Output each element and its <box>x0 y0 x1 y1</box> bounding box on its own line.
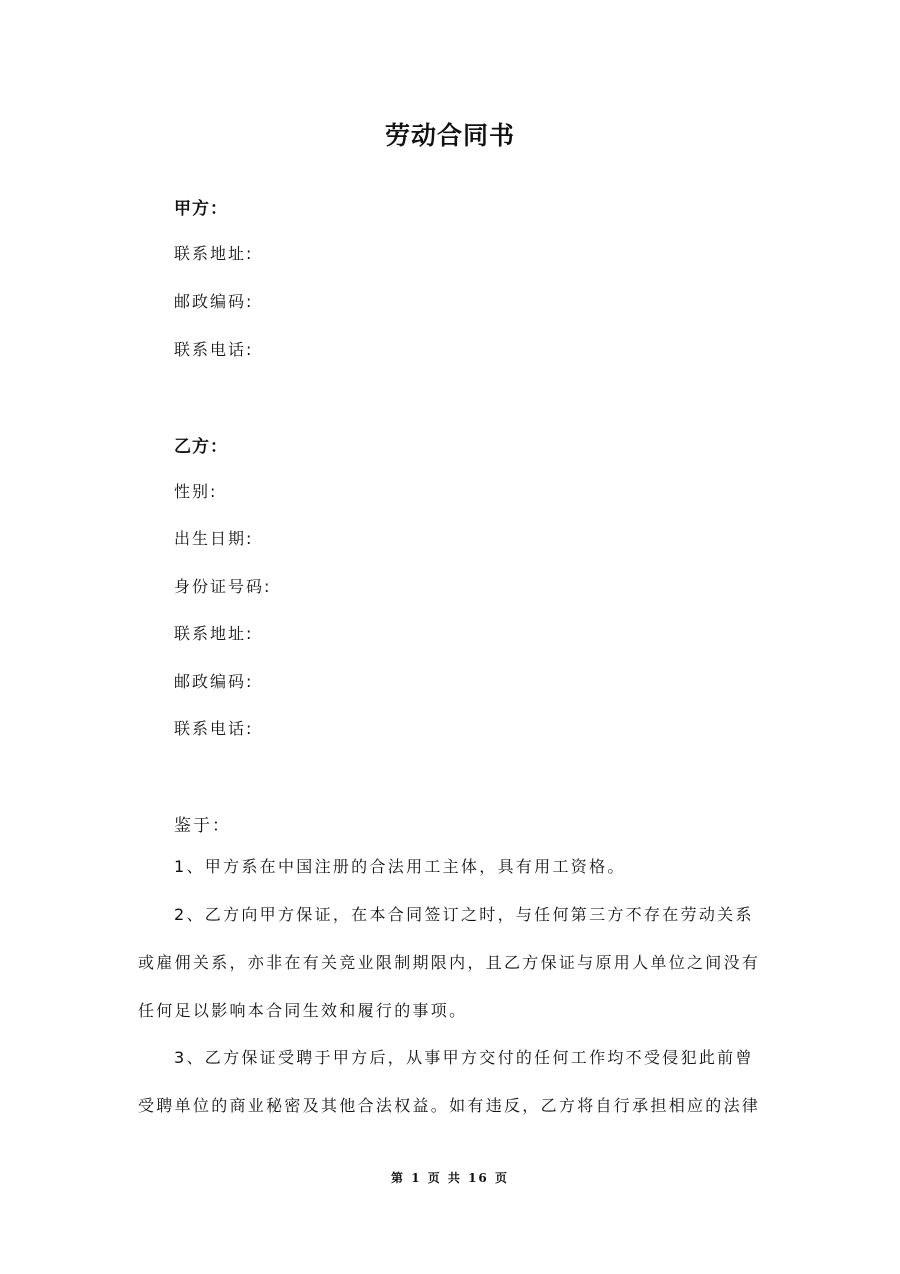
party-a-phone-label: 联系电话: <box>174 340 254 359</box>
whereas-clause-1: 1、甲方系在中国注册的合法用工主体，具有用工资格。 <box>174 857 626 876</box>
party-b-id-number-label: 身份证号码: <box>174 577 272 596</box>
party-b-gender-label: 性别: <box>174 482 218 501</box>
party-b-heading: 乙方： <box>174 437 228 457</box>
page-footer: 第 1 页 共 16 页 <box>391 1171 509 1185</box>
whereas-clause-2: 2、乙方向甲方保证，在本合同签订之时，与任何第三方不存在劳动关系或雇佣关系，亦非在有关竞业限制期限内，且乙方保证与原用人单位之间没有任何足以影响本合同生效和履行的事项。 <box>138 905 761 1020</box>
party-b-birthdate-label: 出生日期: <box>174 529 254 548</box>
party-b-phone-label: 联系电话: <box>174 719 254 738</box>
party-b-address-label: 联系地址: <box>174 624 254 643</box>
party-a-heading: 甲方： <box>174 199 228 219</box>
party-a-postcode-label: 邮政编码: <box>174 292 254 311</box>
whereas-heading: 鉴于： <box>174 816 231 836</box>
whereas-clause-3: 3、乙方保证受聘于甲方后，从事甲方交付的任何工作均不受侵犯此前曾受聘单位的商业秘密及其他合法权益。如有违反，乙方将自行承担相应的法律 <box>138 1048 761 1115</box>
party-a-address-label: 联系地址: <box>174 244 254 263</box>
party-b-postcode-label: 邮政编码: <box>174 672 254 691</box>
document-title: 劳动合同书 <box>384 121 515 150</box>
